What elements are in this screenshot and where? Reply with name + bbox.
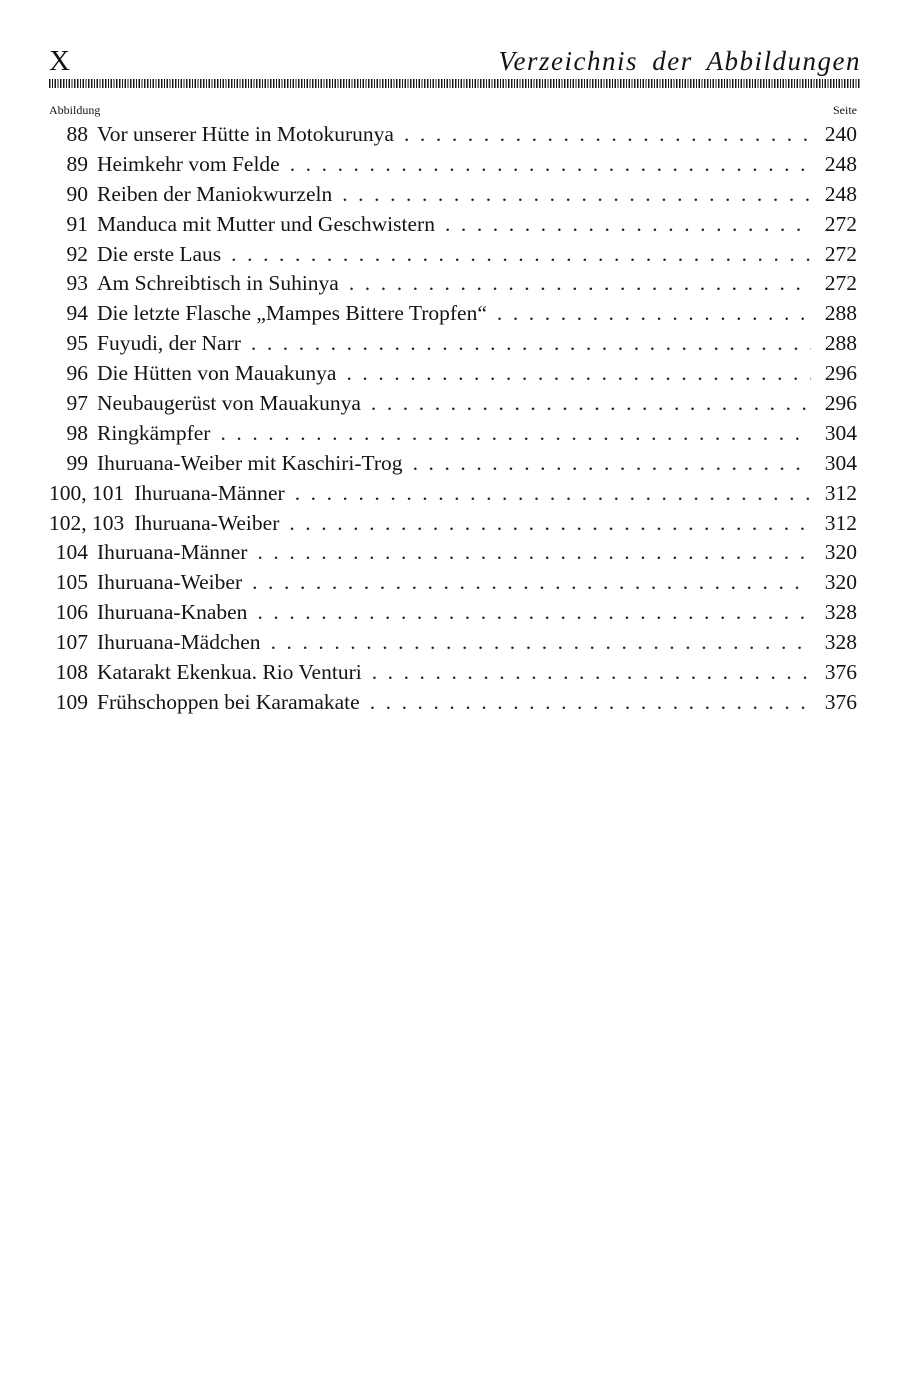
figure-title: Reiben der Maniokwurzeln: [97, 181, 333, 206]
figure-title: Ihuruana-Männer: [134, 480, 285, 505]
figure-title: Ihuruana-Knaben: [97, 600, 248, 625]
figure-number: 91: [66, 211, 88, 236]
page-ref: 248: [824, 181, 857, 206]
dot-leader: [372, 658, 811, 688]
figure-number: 89: [66, 151, 88, 176]
figure-number: 104: [55, 540, 88, 565]
figure-title: Ihuruana-Weiber mit Kaschiri-Trog: [97, 450, 403, 475]
page-ref: 296: [824, 361, 857, 386]
figure-title: Ihuruana-Weiber: [134, 510, 280, 535]
dot-leader: [257, 538, 811, 568]
page-ref: 376: [824, 689, 857, 714]
list-item: [49, 210, 857, 240]
figure-title: Ringkämpfer: [97, 420, 211, 445]
page-header: [49, 44, 861, 78]
page-ref: 272: [824, 241, 857, 266]
figure-number: 109: [55, 689, 88, 714]
figure-number: 98: [66, 420, 88, 445]
dot-leader: [290, 150, 811, 180]
figure-number: 107: [55, 630, 88, 655]
page-ref: 304: [824, 420, 857, 445]
figure-number: 96: [66, 361, 88, 386]
figure-title: Manduca mit Mutter und Geschwistern: [97, 211, 435, 236]
list-item: [49, 150, 857, 180]
list-item: [49, 628, 857, 658]
figure-number: 94: [66, 301, 88, 326]
page-ref: 296: [824, 391, 857, 416]
figure-title: Die Hütten von Mauakunya: [97, 361, 337, 386]
figure-number: 99: [66, 450, 88, 475]
dot-leader: [257, 598, 811, 628]
figure-number: 108: [55, 660, 88, 685]
list-item: [49, 419, 857, 449]
figure-title: Vor unserer Hütte in Motokurunya: [97, 122, 394, 146]
list-item: [49, 568, 857, 598]
figure-title: Die erste Laus: [97, 241, 222, 266]
page-ref: 312: [824, 480, 857, 505]
figure-title: Frühschoppen bei Karamakate: [97, 689, 360, 714]
page-ref: 288: [824, 301, 857, 326]
page-ref: 240: [824, 122, 857, 146]
figure-number: 88: [66, 122, 88, 146]
dot-leader: [271, 628, 811, 658]
dot-leader: [413, 449, 811, 479]
list-item: [49, 658, 857, 688]
figure-number: 90: [66, 181, 88, 206]
page-ref: 248: [824, 151, 857, 176]
page-ref: 272: [824, 271, 857, 296]
dot-leader: [445, 210, 811, 240]
dot-leader: [404, 120, 811, 150]
dot-leader: [497, 299, 811, 329]
dot-leader: [349, 269, 811, 299]
dot-leader: [370, 688, 811, 718]
list-item: [49, 240, 857, 270]
figure-number: 97: [66, 391, 88, 416]
dot-leader: [342, 180, 811, 210]
list-item: [49, 180, 857, 210]
figure-number: 105: [55, 570, 88, 595]
figure-number: 106: [55, 600, 88, 625]
page-ref: 328: [824, 600, 857, 625]
header-rule: [49, 79, 860, 88]
dot-leader: [231, 240, 811, 270]
page-ref: 312: [824, 510, 857, 535]
page-ref: 320: [824, 540, 857, 565]
running-title: Verzeichnis der Abbildungen: [498, 46, 861, 76]
column-header-page: Seite: [833, 103, 857, 117]
list-item: [49, 509, 857, 539]
figure-title: Ihuruana-Mädchen: [97, 630, 261, 655]
dot-leader: [295, 479, 811, 509]
list-item: [49, 299, 857, 329]
list-item: [49, 329, 857, 359]
column-headers: [49, 101, 857, 119]
dot-leader: [371, 389, 811, 419]
dot-leader: [289, 509, 811, 539]
dot-leader: [252, 568, 811, 598]
figure-title: Neubaugerüst von Mauakunya: [97, 391, 361, 416]
list-item: [49, 479, 857, 509]
column-header-figure: Abbildung: [49, 103, 101, 117]
page-ref: 328: [824, 630, 857, 655]
page-ref: 304: [824, 450, 857, 475]
figure-number: 100, 101: [49, 480, 125, 505]
list-item: [49, 688, 857, 718]
figure-list: [49, 120, 857, 718]
dot-leader: [346, 359, 811, 389]
list-item: [49, 269, 857, 299]
figure-title: Heimkehr vom Felde: [97, 151, 280, 176]
dot-leader: [251, 329, 811, 359]
list-item: [49, 359, 857, 389]
dot-leader: [220, 419, 811, 449]
figure-title: Die letzte Flasche „Mampes Bittere Tropfen“: [97, 301, 487, 326]
figure-title: Ihuruana-Weiber: [97, 570, 243, 595]
page-number: X: [49, 45, 71, 77]
figure-title: Fuyudi, der Narr: [97, 331, 241, 356]
figure-number: 102, 103: [49, 510, 125, 535]
figure-number: 95: [66, 331, 88, 356]
page-ref: 272: [824, 211, 857, 236]
list-item: [49, 598, 857, 628]
page-ref: 288: [824, 331, 857, 356]
list-item: [49, 449, 857, 479]
figure-number: 92: [66, 241, 88, 266]
figure-title: Am Schreibtisch in Suhinya: [97, 271, 339, 296]
figure-number: 93: [66, 271, 88, 296]
list-item: [49, 389, 857, 419]
figure-title: Ihuruana-Männer: [97, 540, 248, 565]
figure-title: Katarakt Ekenkua. Rio Venturi: [97, 660, 362, 685]
list-item: [49, 120, 857, 150]
page-ref: 376: [824, 660, 857, 685]
page-ref: 320: [824, 570, 857, 595]
list-item: [49, 538, 857, 568]
